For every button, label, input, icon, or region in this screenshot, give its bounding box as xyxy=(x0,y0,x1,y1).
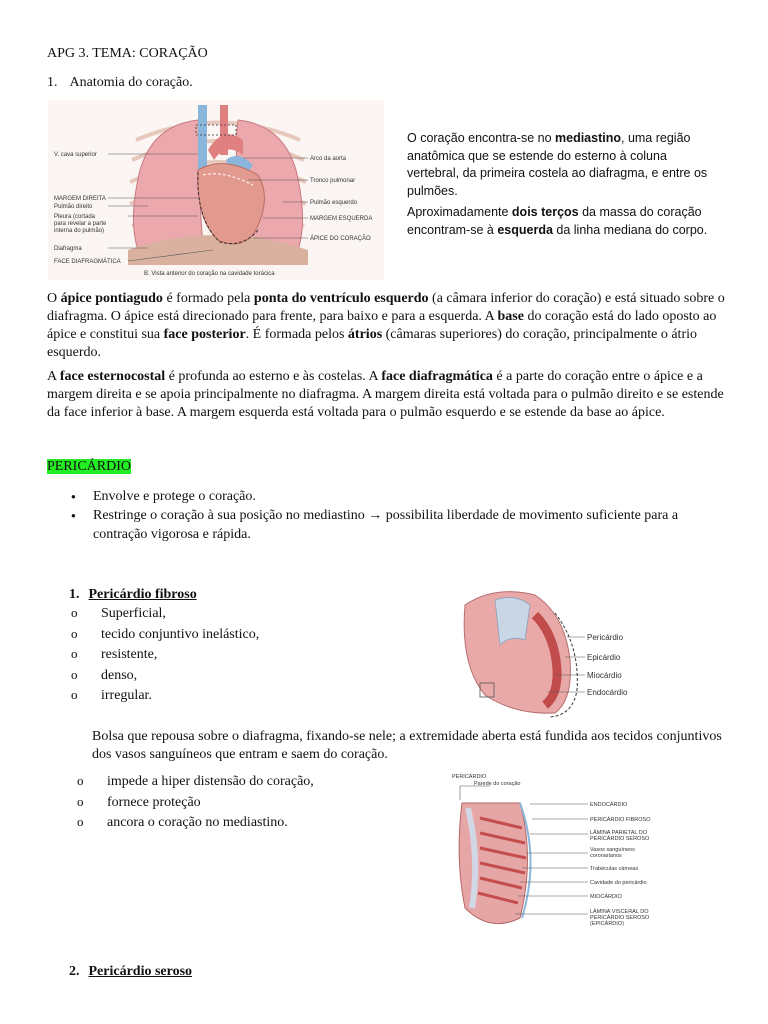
fig1-label-margem-direita: MARGEM DIREITA xyxy=(54,196,106,202)
fig1-label-pulmao-direito: Pulmão direito xyxy=(54,204,93,210)
fig3-label-vasos: Vasos sanguíneos xyxy=(590,847,635,853)
bullet-item: ● Envolve e protege o coração. xyxy=(47,487,727,506)
fig1-label-arco-aorta: Arco da aorta xyxy=(310,156,347,162)
fig1-label-pleura: Pleura (cortada xyxy=(54,214,96,220)
section-number: 1. xyxy=(47,75,58,90)
side-text xyxy=(407,130,717,239)
list-item: o irregular. xyxy=(69,686,259,707)
fig2-label-epicardio: Epicárdio xyxy=(587,653,621,662)
fig1-label-tronco-pulmonar: Tronco pulmonar xyxy=(310,178,356,184)
list-item: o ancora o coração no mediastino. xyxy=(75,813,314,834)
fig1-label-face-diafragmatica: FACE DIAFRAGMÁTICA xyxy=(54,259,121,265)
heading-fibroso: 1. Pericárdio fibroso xyxy=(69,587,197,602)
fig3-label-parede: Parede do coração xyxy=(474,781,521,787)
fig1-label-diafragma: Diafragma xyxy=(54,246,82,252)
fig1-caption: B. Vista anterior do coração na cavidade torácica xyxy=(144,271,275,277)
section-heading-anatomia xyxy=(47,74,193,92)
side-text-mediastino: O coração encontra-se no mediastino, uma região anatômica que se estende do esterno à coluna vertebral, da primeira costela ao diafragma, e entre os pulmões. xyxy=(407,131,708,198)
heading-seroso: 2. Pericárdio seroso xyxy=(69,964,193,979)
fig1-label-margem-esquerda: MARGEM ESQUERDA xyxy=(310,216,373,222)
list-item: o Superficial, xyxy=(69,604,259,625)
fig2-label-endocardio: Endocárdio xyxy=(587,688,628,697)
fig3-label-parietal2: PERICÁRDIO SEROSO xyxy=(590,836,650,842)
fig1-label-pleura3: interna do pulmão) xyxy=(54,228,105,234)
list-item: o denso, xyxy=(69,666,259,687)
fig3-label-epicardio: (EPICÁRDIO) xyxy=(590,921,624,927)
fig1-label-vcava: V. cava superior xyxy=(54,152,97,158)
fig2-label-pericardio: Pericárdio xyxy=(587,633,624,642)
list-item: o fornece proteção xyxy=(75,793,314,814)
fig3-label-cavidade: Cavidade do pericárdio xyxy=(590,880,647,886)
fig3-label-visceral2: PERICÁRDIO SEROSO xyxy=(590,915,650,921)
pericardio-bullets xyxy=(47,487,727,544)
side-text-dois-tercos: Aproximadamente dois terços da massa do coração encontram-se à esquerda da linha mediana do corpo. xyxy=(407,205,708,237)
figure-heart-layers xyxy=(455,585,670,720)
paragraph-apice: O ápice pontiagudo é formado pela ponta do ventrículo esquerdo (a câmara inferior do coração) e está situado sobre o diafragma. O ápice está direcionado para frente, para baixo e para a esquerda. A base do coração está do lado oposto ao ápice e constitui sua face posterior. É formada pelos átrios (câmaras superiores) do coração, principalmente o átrio esquerdo. xyxy=(47,291,725,360)
figure-pericardium-detail xyxy=(450,768,665,933)
fig1-label-apice: ÁPICE DO CORAÇÃO xyxy=(310,236,371,242)
page-title: APG 3. TEMA: CORAÇÃO xyxy=(47,46,208,61)
fig1-label-pulmao-esquerdo: Pulmão esquerdo xyxy=(310,200,358,206)
fig3-label-pericardio: PERICÁRDIO xyxy=(452,774,487,780)
paragraph-bolsa: Bolsa que repousa sobre o diafragma, fixando-se nele; a extremidade aberta está fundida aos tecidos conjuntivos dos vasos sanguíneos que entram e saem do coração. xyxy=(92,729,722,762)
fig3-label-parietal: LÂMINA PARIETAL DO xyxy=(590,830,648,836)
bullet-item: ● Restringe o coração à sua posição no mediastino → possibilita liberdade de movimento suficiente para a contração vigorosa e rápida. xyxy=(47,506,727,544)
fig3-label-fibroso: PERICÁRDIO FIBROSO xyxy=(590,817,651,823)
figure-heart-thorax xyxy=(48,100,384,280)
list-item: o tecido conjuntivo inelástico, xyxy=(69,625,259,646)
paragraph-faces: A face esternocostal é profunda ao esterno e às costelas. A face diafragmática é a parte do coração entre o ápice e a margem direita e se apoia principalmente no diafragma. A margem direita está voltada para o pulmão direito e se estende da face inferior à base. A margem esquerda está voltada para o pulmão esquerdo e se estende da base ao ápice. xyxy=(47,369,724,420)
fig3-label-trabeculas: Trabéculas cárneas xyxy=(590,866,639,872)
fig3-label-visceral: LÂMINA VISCERAL DO xyxy=(590,909,649,915)
fig3-label-vasos2: coronarianos xyxy=(590,853,622,859)
heading-pericardio: PERICÁRDIO xyxy=(47,459,132,474)
fig3-label-endocardio: ENDOCÁRDIO xyxy=(590,802,628,808)
section-title: Anatomia do coração. xyxy=(69,75,193,90)
fig3-label-miocardio: MIOCÁRDIO xyxy=(590,894,622,900)
fig2-label-miocardio: Miocárdio xyxy=(587,671,622,680)
list-item: o impede a hiper distensão do coração, xyxy=(75,772,314,793)
fig1-label-pleura2: para revelar a parte xyxy=(54,221,107,227)
fibroso-properties xyxy=(69,604,259,707)
list-item: o resistente, xyxy=(69,645,259,666)
fibroso-functions xyxy=(75,772,314,834)
